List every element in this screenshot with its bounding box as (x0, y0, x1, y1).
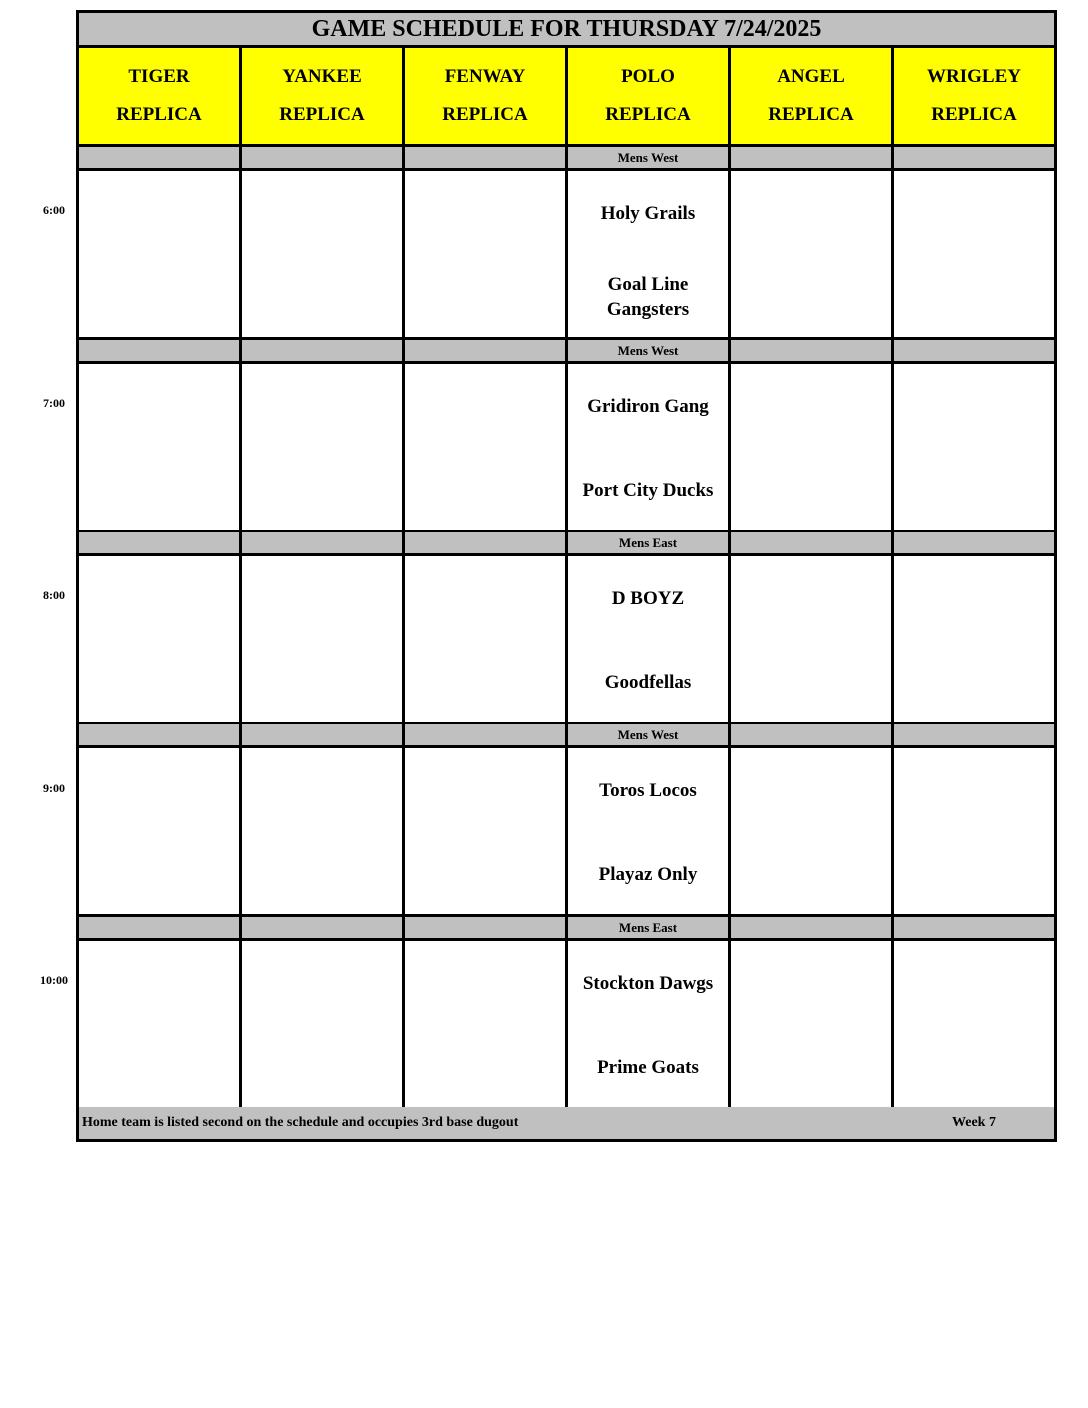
field-name: ANGEL (777, 66, 845, 87)
time-label: 8:00 (43, 588, 65, 602)
schedule-sheet (76, 10, 1057, 1142)
division-row (79, 917, 1054, 941)
time-slot (79, 147, 1054, 340)
away-team: Stockton Dawgs (582, 973, 714, 994)
field-sub: REPLICA (442, 104, 528, 125)
home-team: Goodfellas (604, 672, 692, 693)
away-team: Gridiron Gang (587, 396, 709, 417)
field-header-angel (731, 48, 894, 144)
footer-note: Home team is listed second on the schedule and occupies 3rd base dugout (82, 1115, 519, 1130)
game-cell (568, 941, 731, 1107)
field-name: WRIGLEY (927, 66, 1021, 87)
field-header-fenway (405, 48, 568, 144)
field-header-yankee (242, 48, 405, 144)
game-row (79, 171, 1054, 340)
time-label: 9:00 (43, 781, 65, 795)
game-cell (568, 556, 731, 722)
field-header-row (79, 48, 1054, 147)
division-label: Mens West (568, 724, 731, 745)
division-row (79, 724, 1054, 748)
field-sub: REPLICA (605, 104, 691, 125)
game-row (79, 556, 1054, 725)
game-cell (568, 171, 731, 337)
field-sub: REPLICA (279, 104, 365, 125)
time-label: 7:00 (43, 396, 65, 410)
division-label: Mens West (568, 147, 731, 168)
field-name: POLO (621, 66, 675, 87)
time-label: 6:00 (43, 203, 65, 217)
division-row (79, 340, 1054, 364)
home-team: Port City Ducks (582, 480, 714, 501)
schedule-footer (79, 1107, 1054, 1139)
time-slot (79, 724, 1054, 917)
home-team: Goal Line Gangsters (606, 274, 690, 320)
home-team: Playaz Only (598, 864, 698, 885)
division-label: Mens West (568, 340, 731, 361)
field-name: YANKEE (282, 66, 362, 87)
division-row (79, 147, 1054, 171)
time-slot (79, 340, 1054, 533)
division-label: Mens East (568, 917, 731, 938)
field-header-wrigley (894, 48, 1054, 144)
week-label: Week 7 (952, 1115, 996, 1130)
away-team: D BOYZ (611, 588, 685, 609)
away-team: Holy Grails (600, 203, 696, 224)
time-label: 10:00 (40, 973, 68, 987)
away-team: Toros Locos (599, 780, 697, 801)
game-row (79, 364, 1054, 533)
game-row (79, 941, 1054, 1110)
schedule-title: GAME SCHEDULE FOR THURSDAY 7/24/2025 (79, 13, 1054, 48)
field-sub: REPLICA (931, 104, 1017, 125)
game-cell (568, 364, 731, 530)
game-row (79, 748, 1054, 917)
field-header-tiger (79, 48, 242, 144)
division-label: Mens East (568, 532, 731, 553)
field-header-polo (568, 48, 731, 144)
home-team: Prime Goats (597, 1057, 699, 1078)
time-slot (79, 532, 1054, 725)
division-row (79, 532, 1054, 556)
game-cell (568, 748, 731, 914)
field-sub: REPLICA (768, 104, 854, 125)
field-sub: REPLICA (116, 104, 202, 125)
field-name: TIGER (128, 66, 190, 87)
time-slot (79, 917, 1054, 1110)
field-name: FENWAY (444, 66, 526, 87)
